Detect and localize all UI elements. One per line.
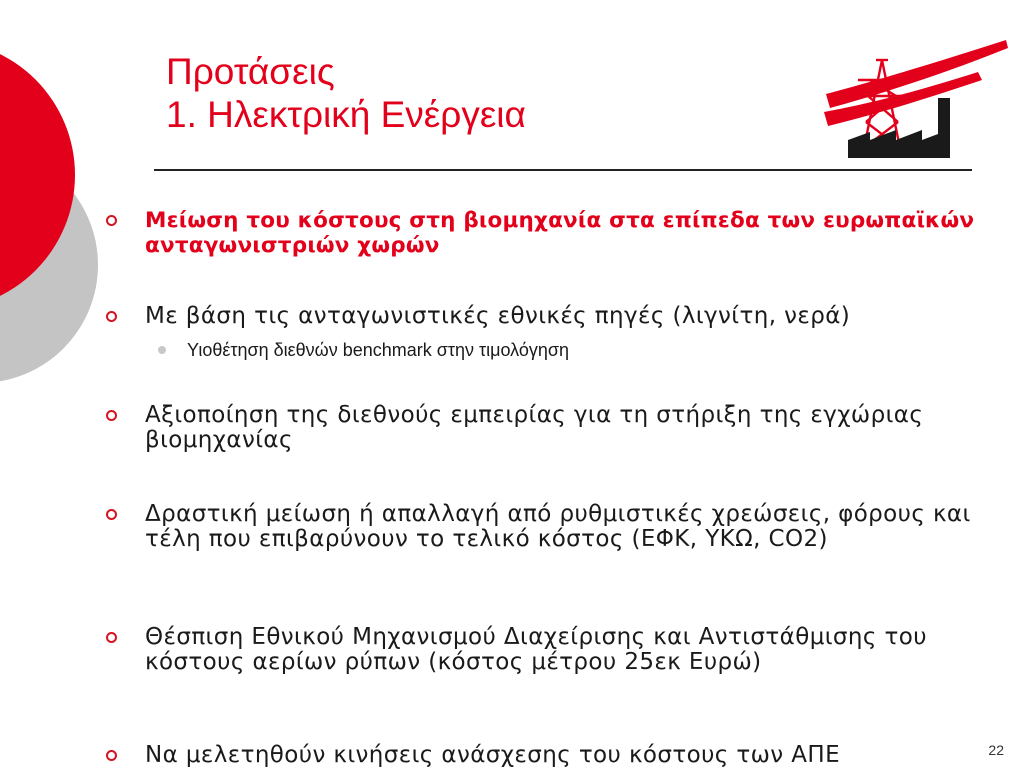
bullet-item-emissions-mechanism: Θέσπιση Εθνικού Μηχανισμού Διαχείρισης και Αντιστάθμισης του κόστους αερίων ρύπων (κόστος μέτρου 25εκ Ευρώ) bbox=[106, 625, 996, 675]
bullet-circle-icon bbox=[106, 632, 117, 643]
sub-bullet-item-benchmark: Υιοθέτηση διεθνών benchmark στην τιμολόγηση bbox=[158, 339, 978, 361]
bullet-circle-icon bbox=[106, 311, 117, 322]
page-number: 22 bbox=[988, 742, 1004, 758]
bullet-item-national-sources: Με βάση τις ανταγωνιστικές εθνικές πηγές (λιγνίτη, νερά) bbox=[106, 304, 996, 329]
title-line-1: Προτάσεις bbox=[166, 51, 335, 92]
bullet-item-cost-reduction: Μείωση του κόστους στη βιομηχανία στα επίπεδα των ευρωπαϊκών ανταγωνιστριών χωρών bbox=[106, 208, 996, 258]
bullet-item-regulatory-charges: Δραστική μείωση ή απαλλαγή από ρυθμιστικές χρεώσεις, φόρους και τέλη που επιβαρύνουν το τελικό κόστος (ΕΦΚ, ΥΚΩ, CO2) bbox=[106, 502, 996, 552]
bullet-circle-icon bbox=[106, 410, 117, 421]
bullet-item-res-cost: Να μελετηθούν κινήσεις ανάσχεσης του κόστους των ΑΠΕ bbox=[106, 743, 996, 768]
title-line-2: 1. Ηλεκτρική Ενέργεια bbox=[166, 94, 526, 135]
bullet-circle-icon bbox=[106, 215, 117, 226]
bullet-circle-icon bbox=[106, 750, 117, 761]
bullet-item-international-experience: Αξιοποίηση της διεθνούς εμπειρίας για τη στήριξη της εγχώριας βιομηχανίας bbox=[106, 403, 996, 453]
bullet-circle-icon bbox=[106, 509, 117, 520]
sub-bullet-dot-icon bbox=[158, 346, 166, 354]
